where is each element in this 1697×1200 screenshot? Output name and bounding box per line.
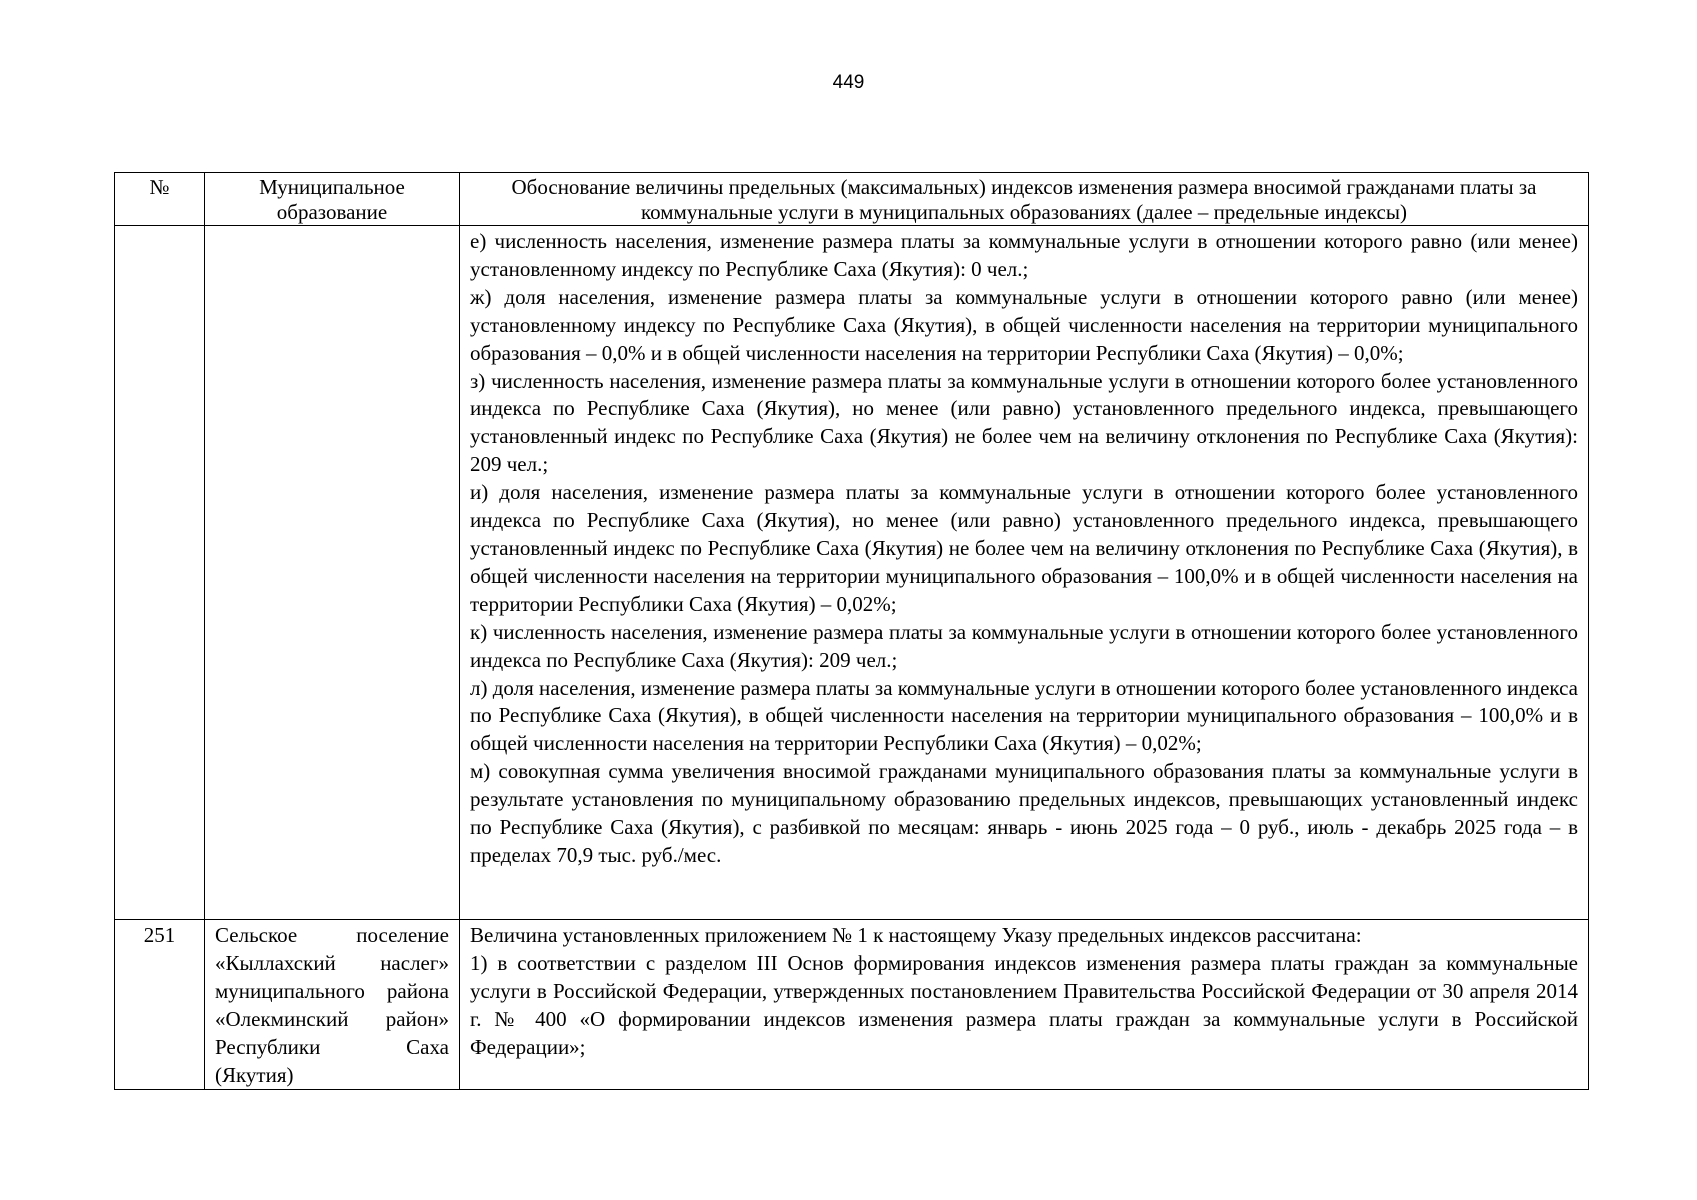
paragraph-z: з) численность населения, изменение размера платы за коммунальные услуги в отношении которого более установленного индекса по Республике Саха (Якутия), но менее (или равно) установленного предельного индекса, превышающего установленный индекс по Республике Саха (Якутия) не более чем на величину отклонения по Республике Саха (Якутия): 209 чел.;	[470, 368, 1578, 477]
paragraph-i: и) доля населения, изменение размера платы за коммунальные услуги в отношении которого более установленного индекса по Республике Саха (Якутия), но менее (или равно) установленного предельного индекса, превышающего установленный индекс по Республике Саха (Якутия) не более чем на величину отклонения по Республике Саха (Якутия), в общей численности населения на территории муниципального образования – 100,0% и в общей численности населения на территории Республики Саха (Якутия) – 0,02%;	[470, 480, 1578, 616]
row-municipality	[205, 226, 460, 920]
table-row	[115, 226, 1589, 920]
paragraph-l: л) доля населения, изменение размера платы за коммунальные услуги в отношении которого более установленного индекса по Республике Саха (Якутия), в общей численности населения на территории муниципального образования – 100,0% и в общей численности населения на территории Республики Саха (Якутия) – 0,02%;	[470, 675, 1578, 756]
row-justification	[460, 226, 1589, 920]
header-number: №	[115, 173, 205, 226]
row-municipality: Сельское поселение «Кыллахский наслег» муниципального района «Олекминский район» Республики Саха (Якутия)	[205, 920, 460, 1090]
paragraph-zh: ж) доля населения, изменение размера платы за коммунальные услуги в отношении которого равно (или менее) установленному индексу по Республике Саха (Якутия), в общей численности населения на территории муниципального образования – 0,0% и в общей численности населения на территории Республики Саха (Якутия) – 0,0%;	[470, 284, 1578, 365]
header-municipality: Муниципальное образование	[205, 173, 460, 226]
row-number	[115, 226, 205, 920]
paragraph-1: 1) в соответствии с разделом III Основ формирования индексов изменения размера платы граждан за коммунальные услуги в Российской Федерации, утвержденных постановлением Правительства Российской Федерации от 30 апреля 2014 г. № 400 «О формировании индексов изменения размера платы граждан за коммунальные услуги в Российской Федерации»;	[470, 950, 1578, 1059]
header-justification: Обоснование величины предельных (максимальных) индексов изменения размера вносимой гражданами платы за коммунальные услуги в муниципальных образованиях (далее – предельные индексы)	[460, 173, 1589, 226]
table-row	[115, 920, 1589, 1090]
paragraph-intro: Величина установленных приложением № 1 к настоящему Указу предельных индексов рассчитана:	[470, 923, 1362, 947]
page-number: 449	[832, 72, 865, 93]
table-header-row	[115, 173, 1589, 226]
indices-table	[114, 172, 1589, 1090]
row-number: 251	[115, 920, 205, 1090]
paragraph-e: е) численность населения, изменение размера платы за коммунальные услуги в отношении которого равно (или менее) установленному индексу по Республике Саха (Якутия): 0 чел.;	[470, 229, 1578, 281]
paragraph-m: м) совокупная сумма увеличения вносимой гражданами муниципального образования платы за коммунальные услуги в результате установления по муниципальному образованию предельных индексов, превышающих установленный индекс по Республике Саха (Якутия), с разбивкой по месяцам: январь - июнь 2025 года – 0 руб., июль - декабрь 2025 года – в пределах 70,9 тыс. руб./мес.	[470, 759, 1578, 867]
row-justification	[460, 920, 1589, 1090]
table-header	[115, 173, 1589, 226]
paragraph-k: к) численность населения, изменение размера платы за коммунальные услуги в отношении которого более установленного индекса по Республике Саха (Якутия): 209 чел.;	[470, 619, 1578, 672]
